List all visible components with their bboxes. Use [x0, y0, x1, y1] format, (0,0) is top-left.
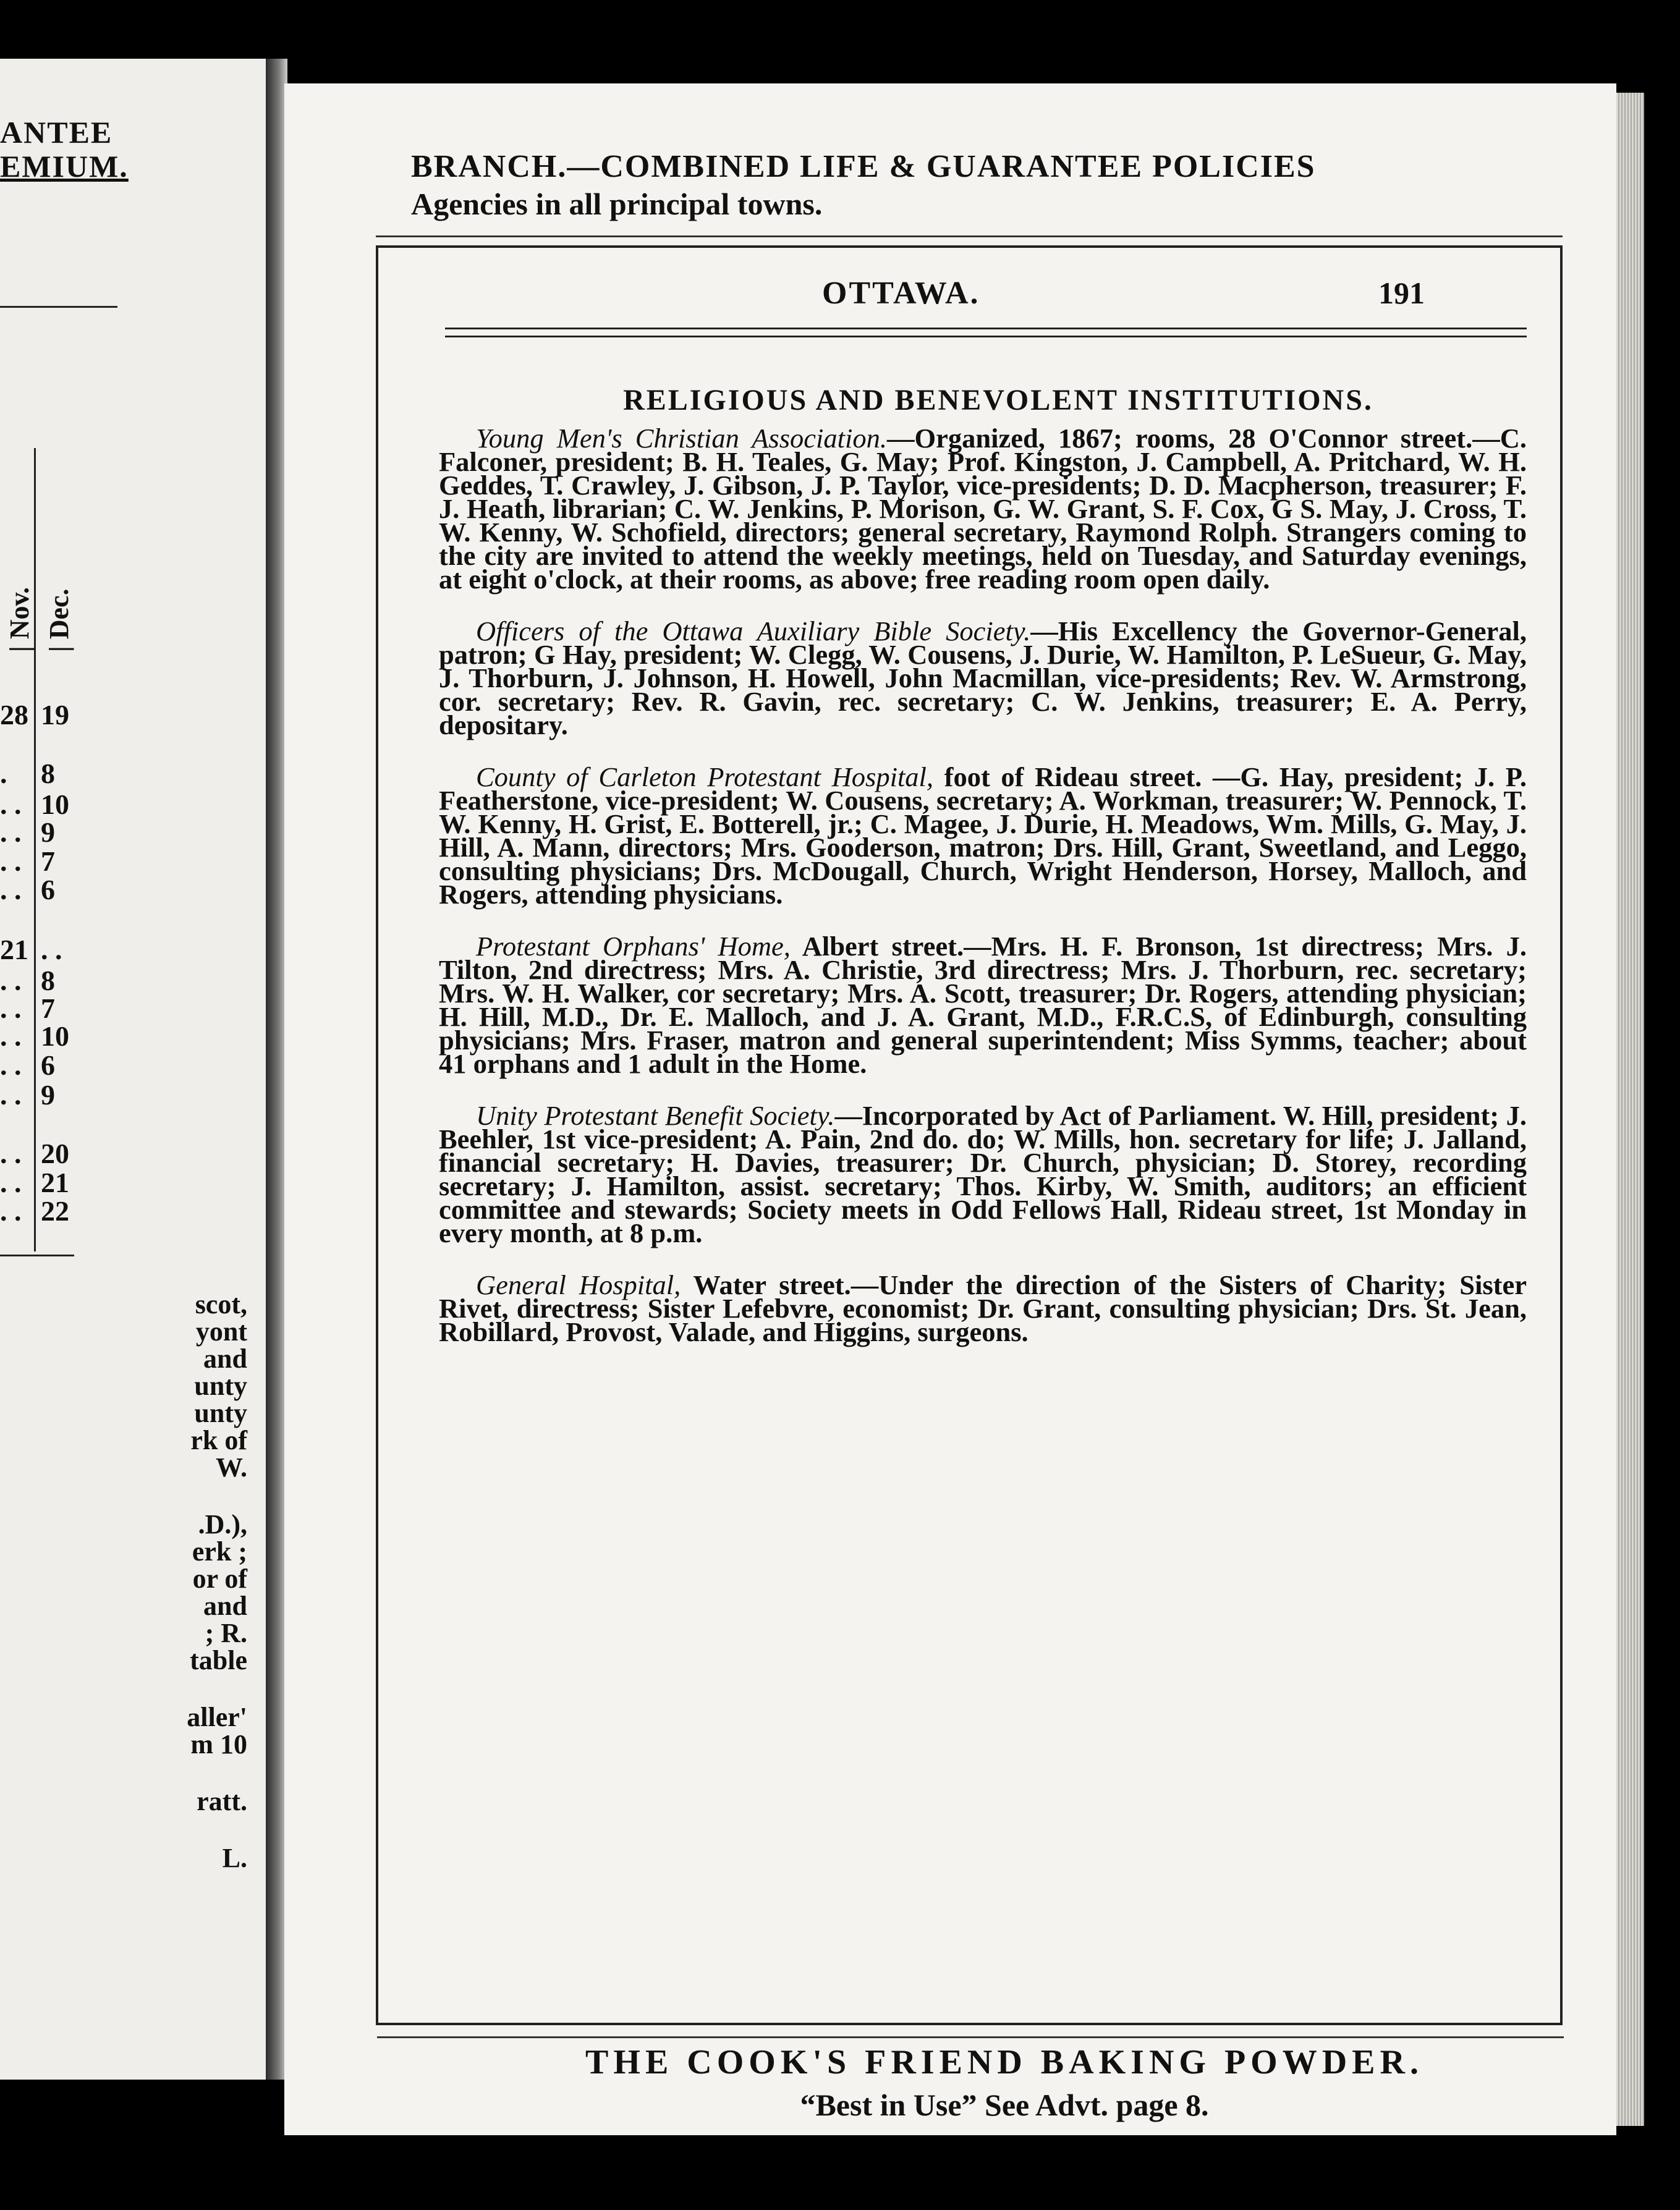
left-text-line: ; R. — [205, 1618, 247, 1648]
nov-cell: 21 — [0, 934, 28, 965]
institution-details: —Organized, 1867; rooms, 28 O'Connor street.—C. Falconer, president; B. H. Teales, G. May; Prof. Kingston, J. Campbell, A. Pritchard, W. H. Geddes, T. Crawley, J. Gibson, J. P. Taylor, vice-presidents; D. D. Macpherson, treasurer; F. J. Heath, librarian; C. W. Jenkins, P. Morison, G. W. Grant, S. F. Cox, G S. May, J. Cross, T. W. Kenny, W. Schofield, directors; general secretary, Raymond Rolph. Strangers coming to the city are invited to attend the weekly meetings, held on Tuesday, and Saturday evenings, at eight o'clock, at their rooms, as above; free reading room open daily. — [439, 423, 1527, 595]
top-advert-line-1: BRANCH.—COMBINED LIFE & GUARANTEE POLICIES — [411, 149, 1316, 184]
institution-name: General Hospital, — [476, 1269, 681, 1300]
column-label-nov: | Nov. — [4, 586, 35, 652]
institution-name: Unity Protestant Benefit Society. — [476, 1100, 835, 1131]
top-advert-line-2: Agencies in all principal towns. — [411, 187, 823, 221]
dec-cell: 22 — [41, 1195, 69, 1227]
institution-entry — [439, 1100, 1527, 1248]
top-advertisement — [411, 148, 1585, 222]
dec-cell: 7 — [41, 993, 55, 1024]
nov-cell: . . — [0, 1167, 22, 1198]
institution-entry — [439, 1269, 1527, 1347]
left-text-line: yont — [195, 1316, 247, 1347]
entries-list — [439, 423, 1527, 1372]
institution-details: Water street.—Under the direction of the Sisters of Charity; Sister Rivet, directress; Sister Lefebvre, economist; Dr. Grant, consulting physician; Drs. St. Jean, Robillard, Provost, Valade, and Higgins, surgeons. — [439, 1269, 1527, 1347]
page-edges — [1616, 93, 1644, 2126]
dec-cell: 8 — [41, 758, 55, 789]
nov-cell: . . — [0, 845, 22, 877]
left-text-line: unty — [194, 1398, 247, 1428]
bottom-advert-rule — [377, 2036, 1564, 2038]
nov-cell: . . — [0, 1079, 22, 1111]
left-heading-line-1: ANTEE — [0, 115, 113, 150]
institution-details: Albert street.—Mrs. H. F. Bronson, 1st directress; Mrs. J. Tilton, 2nd directress; Mrs. A. Christie, 3rd directress; Mrs. J. Thorburn, rec. secretary; Mrs. W. H. Walker, cor secretary; Mrs. A. Scott, treasurer; Dr. Rogers, attending physician; H. Hill, M.D., Dr. E. Malloch, and J. A. Grant, M.D., F.R.C.S, of Edinburgh, consulting physicians; Mrs. Fraser, matron and general superintendent; Miss Symms, teacher; about 41 orphans and 1 adult in the Home. — [439, 931, 1527, 1079]
nov-cell: . — [0, 758, 7, 789]
nov-cell: . . — [0, 965, 22, 996]
left-rule — [0, 306, 117, 308]
nov-cell: 28 — [0, 699, 28, 730]
left-text-line: scot, — [195, 1289, 247, 1319]
institution-entry — [439, 616, 1527, 740]
dec-cell: 6 — [41, 1049, 55, 1081]
dec-cell: 7 — [41, 845, 55, 877]
institution-details: —His Excellency the Governor-General, patron; G Hay, president; W. Clegg, W. Cousens, J. Durie, W. Hamilton, P. LeSueur, G. May, J. Thorburn, J. Johnson, H. Howell, John Macmillan, vice-presidents; Rev. W. Armstrong, cor. secretary; Rev. R. Gavin, rec. secretary; C. W. Jenkins, treasurer; E. A. Perry, depositary. — [439, 616, 1527, 740]
dec-cell: 10 — [41, 789, 69, 820]
institution-entry — [439, 931, 1527, 1079]
column-label-dec: | Dec. — [44, 588, 74, 652]
nov-cell: . . — [0, 874, 22, 905]
nov-cell: . . — [0, 1138, 22, 1169]
left-text-line: or of — [192, 1564, 247, 1594]
bottom-advert-line-2: “Best in Use” See Advt. page 8. — [800, 2088, 1209, 2122]
nov-cell: . . — [0, 1195, 22, 1227]
bottom-advertisement — [408, 2043, 1601, 2123]
institution-entry — [439, 423, 1527, 595]
left-text-line: ratt. — [197, 1786, 247, 1816]
institution-details: foot of Rideau street. —G. Hay, president; J. P. Featherstone, vice-president; W. Cousens, secretary; A. Workman, treasurer; W. Pennock, T. W. Kenny, H. Grist, E. Botterell, jr.; C. Magee, J. Durie, H. Meadows, Wm. Mills, G. May, J. Hill, A. Mann, directors; Mrs. Gooderson, matron; Drs. Hill, Grant, Sweetland, and Leggo, consulting physicians; Drs. McDougall, Church, Wright Henderson, Horsey, Malloch, and Rogers, attending physicians. — [439, 761, 1527, 910]
left-text-line: and — [203, 1591, 247, 1621]
left-text-line: rk of — [190, 1425, 247, 1455]
institution-details: —Incorporated by Act of Parliament. W. Hill, president; J. Beehler, 1st vice-president; A. Pain, 2nd do. do; W. Mills, hon. secretary for life; J. Jalland, financial secretary; H. Davies, treasurer; Dr. Church, physician; D. Storey, recording secretary; J. Hamilton, assist. secretary; Thos. Kirby, W. Smith, auditors; an efficient committee and stewards; Society meets in Odd Fellows Hall, Rideau street, 1st Monday in every month, at 8 p.m. — [439, 1100, 1527, 1248]
bottom-advert-line-1: THE COOK'S FRIEND BAKING POWDER. — [585, 2043, 1423, 2081]
left-column-divider — [34, 448, 36, 1251]
institution-name: Officers of the Ottawa Auxiliary Bible Society. — [476, 616, 1031, 646]
nov-cell: . . — [0, 1020, 22, 1052]
dec-cell: 8 — [41, 965, 55, 996]
institution-name: Young Men's Christian Association. — [476, 423, 888, 454]
left-page-fragment — [0, 59, 266, 2080]
dec-cell: 10 — [41, 1020, 69, 1052]
dec-cell: 6 — [41, 874, 55, 905]
dec-cell: 21 — [41, 1167, 69, 1198]
dec-cell: 9 — [41, 1079, 55, 1111]
left-text-line: aller' — [187, 1702, 247, 1732]
left-text-line: unty — [194, 1371, 247, 1401]
left-text-line: m 10 — [190, 1729, 247, 1759]
frame-top-rule — [376, 235, 1563, 237]
left-text-line: .D.), — [198, 1509, 247, 1539]
nov-cell: . . — [0, 1049, 22, 1081]
left-heading-line-2: EMIUM. — [0, 149, 129, 184]
left-text-line: and — [203, 1344, 247, 1374]
left-text-line: L. — [222, 1843, 247, 1873]
dec-cell: . . — [41, 934, 62, 965]
left-table-bottom-rule — [0, 1255, 74, 1256]
header-rule-2 — [445, 336, 1527, 337]
left-text-line: erk ; — [192, 1536, 247, 1567]
nov-cell: . . — [0, 789, 22, 820]
dec-cell: 20 — [41, 1138, 69, 1169]
left-text-line: table — [190, 1645, 247, 1675]
section-title: RELIGIOUS AND BENEVOLENT INSTITUTIONS. — [623, 384, 1373, 417]
nov-cell: . . — [0, 993, 22, 1024]
dec-cell: 19 — [41, 699, 69, 730]
left-text-line: W. — [216, 1452, 247, 1483]
institution-entry — [439, 761, 1527, 910]
right-page — [284, 83, 1616, 2135]
page-running-head: OTTAWA. — [822, 276, 980, 311]
dec-cell: 9 — [41, 816, 55, 848]
header-rule-1 — [445, 328, 1527, 329]
institution-name: Protestant Orphans' Home, — [476, 931, 791, 962]
nov-cell: . . — [0, 816, 22, 848]
page-number: 191 — [1378, 276, 1425, 310]
institution-name: County of Carleton Protestant Hospital, — [476, 761, 934, 792]
